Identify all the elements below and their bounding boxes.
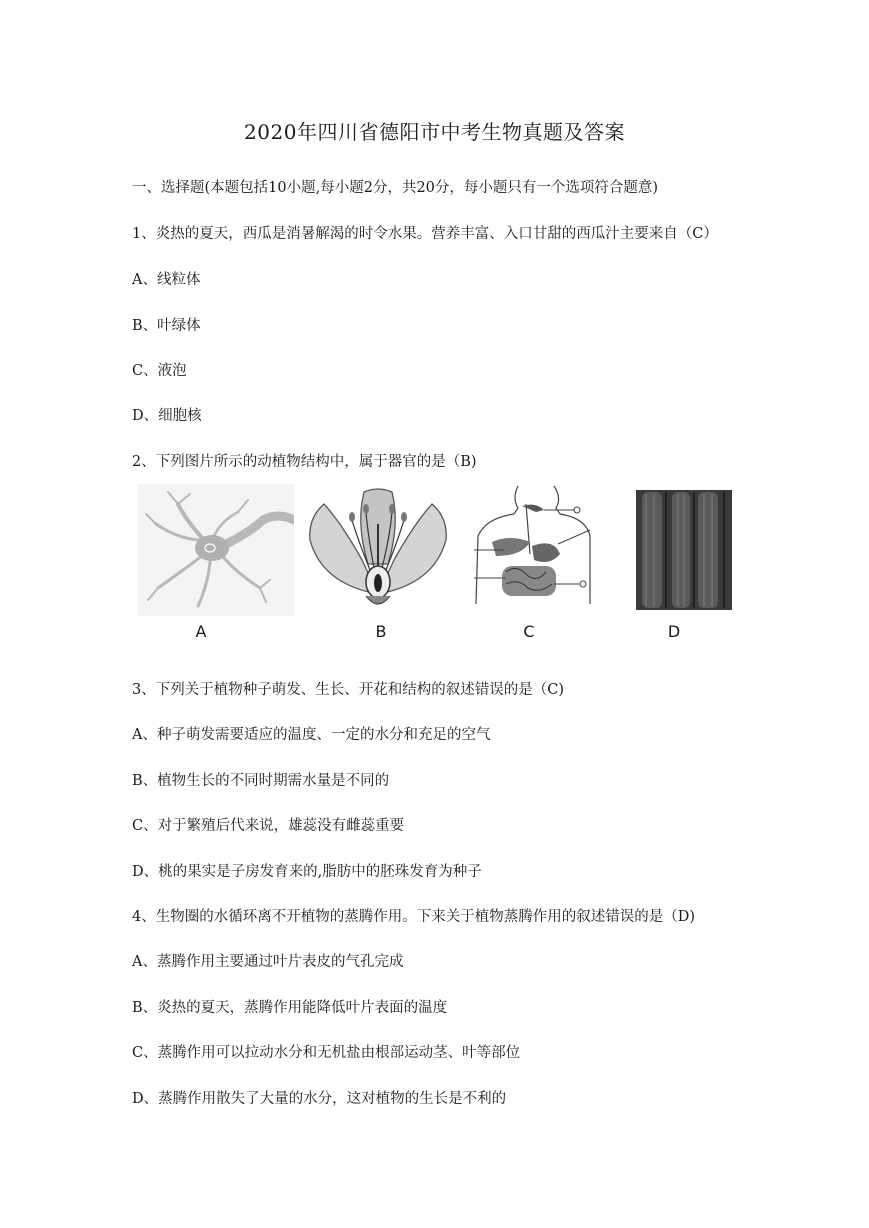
neuron-icon — [138, 484, 294, 616]
section-heading: 一、选择题(本题包括10小题,每小题2分，共20分，每小题只有一个选项符合题意) — [132, 180, 659, 196]
question-1-option-c: C、液泡 — [132, 363, 187, 379]
question-4-option-c: C、蒸腾作用可以拉动水分和无机盐由根部运动茎、叶等部位 — [132, 1045, 521, 1061]
question-3-option-b: B、植物生长的不同时期需水量是不同的 — [132, 773, 390, 789]
figure-c-image — [466, 484, 600, 616]
question-4-option-a: A、蒸腾作用主要通过叶片表皮的气孔完成 — [132, 954, 404, 970]
question-1-option-b: B、叶绿体 — [132, 318, 201, 334]
figure-c-label: C — [523, 622, 535, 641]
question-4-option-d: D、蒸腾作用散失了大量的水分，这对植物的生长是不利的 — [132, 1091, 507, 1107]
page-title: 2020年四川省德阳市中考生物真题及答案 — [244, 120, 625, 144]
figure-d-label: D — [667, 622, 681, 641]
muscle-tissue-icon — [632, 484, 736, 616]
question-3-stem: 3、下列关于植物种子萌发、生长、开花和结构的叙述错误的是（C) — [132, 682, 564, 698]
figure-b-image — [302, 484, 454, 616]
question-4-option-b: B、炎热的夏天，蒸腾作用能降低叶片表面的温度 — [132, 1000, 448, 1016]
question-3-option-a: A、种子萌发需要适应的温度、一定的水分和充足的空气 — [132, 727, 491, 743]
question-1-option-a: A、线粒体 — [132, 272, 201, 288]
figure-b-label: B — [375, 622, 387, 641]
question-2-stem: 2、下列图片所示的动植物结构中，属于器官的是（B) — [132, 454, 477, 470]
figure-d-image — [632, 484, 736, 616]
figure-a-label: A — [195, 622, 207, 641]
question-4-stem: 4、生物圈的水循环离不开植物的蒸腾作用。下来关于植物蒸腾作用的叙述错误的是（D) — [132, 909, 696, 925]
question-1-stem: 1、炎热的夏天，西瓜是消暑解渴的时令水果。营养丰富、入口甘甜的西瓜汁主要来自（C） — [132, 226, 718, 242]
question-1-option-d: D、细胞核 — [132, 408, 202, 424]
digestive-system-icon — [466, 484, 600, 616]
question-3-option-d: D、桃的果实是子房发育来的,脂肪中的胚珠发育为种子 — [132, 864, 482, 880]
flower-icon — [302, 484, 454, 616]
question-3-option-c: C、对于繁殖后代来说，雄蕊没有雌蕊重要 — [132, 818, 405, 834]
figure-a-image — [138, 484, 294, 616]
